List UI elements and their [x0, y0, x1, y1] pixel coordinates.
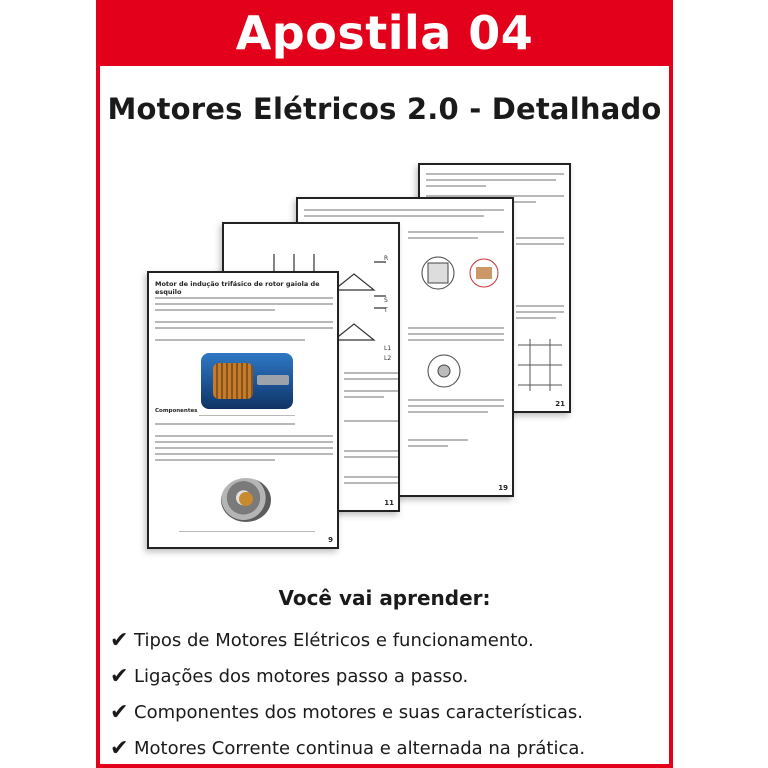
induction-motor-image — [201, 353, 293, 409]
svg-text:L1: L1 — [384, 345, 392, 352]
front-page-heading: Componentes — [155, 408, 198, 414]
list-item — [110, 694, 673, 730]
learning-list — [96, 622, 673, 766]
list-item-text: Tipos de Motores Elétricos e funcionamento. — [134, 629, 534, 651]
armature-icon — [416, 351, 476, 391]
check-icon: ✔ — [110, 663, 129, 689]
rotor-diagram-icon — [416, 247, 506, 317]
check-icon: ✔ — [110, 735, 129, 761]
page-number: 21 — [555, 400, 565, 408]
page-number: 11 — [384, 499, 394, 507]
svg-text:T: T — [384, 307, 388, 314]
check-icon: ✔ — [110, 699, 129, 725]
learning-title: Você vai aprender: — [278, 586, 491, 610]
list-item — [110, 658, 673, 694]
subtitle: Motores Elétricos 2.0 - Detalhado — [107, 92, 662, 126]
svg-text:S: S — [384, 297, 388, 304]
banner-title: Apostila 04 — [235, 6, 534, 60]
list-item — [110, 730, 673, 766]
list-item — [110, 622, 673, 658]
page-number: 19 — [498, 484, 508, 492]
motor-housing-image — [221, 478, 271, 522]
title-banner — [96, 0, 673, 66]
preview-page-1 — [147, 271, 339, 549]
learning-section — [96, 586, 673, 766]
list-item-text: Componentes dos motores e suas características. — [134, 701, 583, 723]
phase-diagram-icon — [512, 335, 568, 395]
check-icon: ✔ — [110, 627, 129, 653]
svg-text:L2: L2 — [384, 355, 392, 362]
list-item-text: Ligações dos motores passo a passo. — [134, 665, 469, 687]
list-item-text: Motores Corrente continua e alternada na prática. — [134, 737, 586, 759]
svg-text:R: R — [384, 255, 389, 262]
front-page-title: Motor de indução trifásico de rotor gaiola de esquilo — [155, 280, 320, 296]
page-number: 9 — [328, 536, 333, 544]
